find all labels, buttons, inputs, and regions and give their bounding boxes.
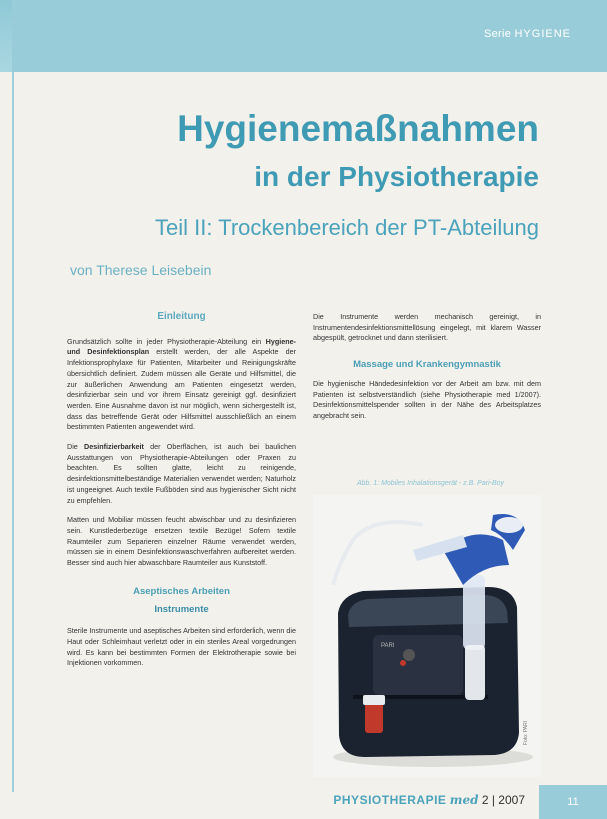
paragraph-mats: Matten und Mobiliar müssen feucht abwischbar und zu desinfizieren sein. Kunstlederbezüge ersetzen textile Bezüge! Sofern textile Raumteiler zum Separieren einzelner Räume verwendet werden, müssen sie in einem Desinfektionswaschverfahren aufbereitet werden. Besser sind auch hier abwaschbare Raumteiler aus Kunststoff. bbox=[67, 515, 296, 568]
paragraph-instruments: Sterile Instrumente und aseptisches Arbeiten sind erforderlich, wenn die Haut oder Schleimhaut verletzt oder in ein steriles Areal vorgedrungen wird. Es kann bei bestimmten Formen der Elektrotherapie sowie bei Injektionen vorkommen. bbox=[67, 626, 296, 668]
text-bold: Desinfizierbarkeit bbox=[84, 442, 144, 452]
series-name: HYGIENE bbox=[514, 28, 571, 40]
figure-caption: Abb. 1: Mobiles Inhalationsgerät - z.B. Pari-Boy bbox=[356, 480, 505, 487]
page-number: 11 bbox=[539, 785, 607, 819]
section-heading-einleitung: Einleitung bbox=[157, 311, 206, 322]
text-bold: Hygiene- und Desinfektionsplan bbox=[67, 336, 296, 357]
paragraph-massage: Die hygienische Händedesinfektion vor der Arbeit am bzw. mit dem Patienten ist selbstverständlich (siehe Physiotherapie med 1/2007). Desinfektionsmittelspender sollten in der Nähe des Arbeitsplatzes angebracht sein. bbox=[313, 378, 541, 420]
text-run: Grundsätzlich sollte in jeder Physiotherapie-Abteilung ein bbox=[67, 336, 266, 346]
header-bar bbox=[0, 0, 607, 72]
subheading-instruments: Instrumente bbox=[154, 604, 209, 616]
right-column bbox=[313, 312, 541, 431]
page-subtitle: Teil II: Trockenbereich der PT-Abteilung bbox=[155, 215, 539, 240]
footer-magazine-med: med bbox=[449, 793, 479, 807]
text-run: Die bbox=[67, 442, 85, 452]
left-column bbox=[67, 312, 296, 678]
footer-brand bbox=[333, 793, 525, 807]
section-heading-aseptic: Aseptisches Arbeiten bbox=[133, 585, 230, 597]
page-title-line2: in der Physiotherapie bbox=[254, 161, 539, 192]
section-heading-massage: Massage und Krankengymnastik bbox=[353, 359, 501, 371]
paragraph-intro bbox=[67, 337, 296, 433]
author-byline: von Therese Leisebein bbox=[70, 262, 212, 278]
paragraph-surfaces bbox=[67, 442, 296, 506]
inhaler-photo bbox=[313, 495, 541, 777]
text-run: der Oberflächen, ist auch bei baulichen Ausstattungen von Physiotherapie-Abteilungen oder Praxen zu beachten. Es sollten glatte, leicht zu reinigende, desinfektionsmittelbeständige Materialien verwendet werden; Naturholz ist ungeeignet. Auch textile Fußböden sind aus hygienischer Sicht nicht zu empfehlen. bbox=[67, 442, 296, 505]
series-label bbox=[484, 28, 571, 40]
footer-issue: 2 | 2007 bbox=[481, 793, 525, 807]
paragraph-instruments-cont: Die Instrumente werden mechanisch gereinigt, in Instrumentendesinfektionsmittellösung eingelegt, mit klarem Wasser abgespült, getrocknet und dann sterilisiert. bbox=[313, 312, 541, 343]
series-prefix: Serie bbox=[483, 28, 512, 40]
footer-magazine-name: PHYSIOTHERAPIE bbox=[333, 793, 447, 807]
page-footer bbox=[0, 785, 607, 819]
page-title-line1: Hygienemaßnahmen bbox=[177, 108, 539, 149]
device-brand-text: PARI bbox=[381, 643, 395, 649]
photo-credit: Foto: PARI bbox=[523, 720, 529, 745]
text-run: erstellt werden, der alle Aspekte der Infektionsprophylaxe für Patienten, Mitarbeiter und Reinigungskräfte übersichtlich definiert. Zudem müssen alle Geräte und Hilfsmittel, die zur äußerlichen Anwendung am Patienten eingesetzt werden, desinfizierbar sein und vor ihrem Einsatz gereinigt ggf. desinfiziert werden. Eine Ausnahme davon ist nur möglich, wenn sichergestellt ist, dass das betreffende Gerät oder Hilfsmittel ausschließlich an einem bestimmten Patienten angewendet wird. bbox=[67, 347, 296, 432]
inhaler-illustration bbox=[313, 495, 541, 777]
